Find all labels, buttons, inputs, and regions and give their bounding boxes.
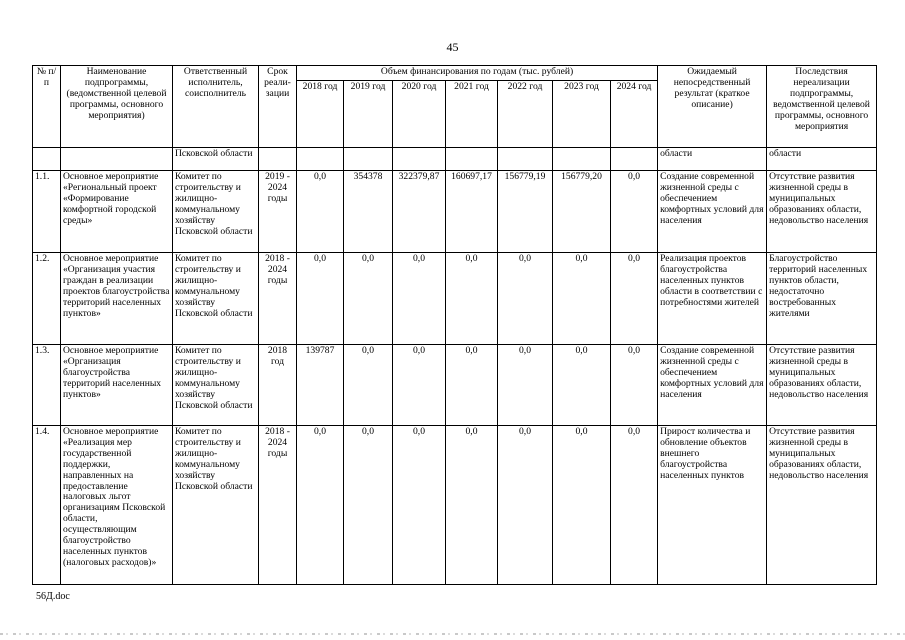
cell-executor: Псковской области	[173, 148, 259, 171]
cell-num: 1.1.	[33, 171, 61, 253]
cell-executor: Комитет по строительству и жилищно-коммунальному хозяйству Псковской области	[173, 345, 259, 426]
cell-result: области	[658, 148, 767, 171]
header-year-2023: 2023 год	[553, 81, 611, 148]
cell-value-2020: 322379,87	[393, 171, 446, 253]
cell-consequences: области	[767, 148, 877, 171]
cell-num: 1.4.	[33, 426, 61, 585]
cell-num	[33, 148, 61, 171]
cell-name: Основное мероприятие «Организация участия граждан в реализации проектов благоустройства территорий населенных пунктов»	[61, 253, 173, 345]
cell-value-2023: 0,0	[553, 345, 611, 426]
cell-value-2024: 0,0	[611, 345, 658, 426]
cell-value-2021: 160697,17	[446, 171, 498, 253]
cell-consequences: Благоустройство территорий населенных пунктов области, недостаточно востребованных жителями	[767, 253, 877, 345]
cell-value-2020: 0,0	[393, 253, 446, 345]
footer-filename: 56Д.doc	[36, 591, 70, 602]
cell-value-2024: 0,0	[611, 426, 658, 585]
cell-consequences: Отсутствие развития жизненной среды в муниципальных образованиях области, недовольство населения	[767, 426, 877, 585]
cell-value-2024: 0,0	[611, 253, 658, 345]
cell-value-2021: 0,0	[446, 253, 498, 345]
cell-result: Прирост количества и обновление объектов внешнего благоустройства населенных пунктов	[658, 426, 767, 585]
cell-executor: Комитет по строительству и жилищно-коммунальному хозяйству Псковской области	[173, 426, 259, 585]
header-year-2018: 2018 год	[297, 81, 344, 148]
header-year-2022: 2022 год	[498, 81, 553, 148]
scan-edge-divider	[0, 633, 905, 635]
cell-value-2021	[446, 148, 498, 171]
cell-value-2020: 0,0	[393, 345, 446, 426]
table-row	[33, 171, 877, 253]
cell-value-2024: 0,0	[611, 171, 658, 253]
cell-value-2024	[611, 148, 658, 171]
cell-value-2023: 0,0	[553, 426, 611, 585]
cell-value-2022: 156779,19	[498, 171, 553, 253]
header-year-2020: 2020 год	[393, 81, 446, 148]
cell-value-2019: 0,0	[344, 253, 393, 345]
cell-value-2018	[297, 148, 344, 171]
page-number: 45	[446, 40, 459, 54]
cell-value-2019	[344, 148, 393, 171]
cell-name	[61, 148, 173, 171]
cell-consequences: Отсутствие развития жизненной среды в муниципальных образованиях области, недовольство населения	[767, 171, 877, 253]
table-row-continuation	[33, 148, 877, 171]
cell-num: 1.3.	[33, 345, 61, 426]
header-year-2021: 2021 год	[446, 81, 498, 148]
header-year-2019: 2019 год	[344, 81, 393, 148]
cell-result: Создание современной жизненной среды с обеспечением комфортных условий для населения	[658, 345, 767, 426]
table-row	[33, 253, 877, 345]
program-table	[32, 65, 877, 585]
header-name: Наименование подпрограммы, (ведомственной целевой программы, основного мероприятия)	[61, 66, 173, 148]
cell-num: 1.2.	[33, 253, 61, 345]
header-num: № п/п	[33, 66, 61, 148]
header-consequences: Последствия нереализации подпрограммы, ведомственной целевой программы, основного мероприятия	[767, 66, 877, 148]
cell-term: 2018 год	[259, 345, 297, 426]
cell-value-2020	[393, 148, 446, 171]
cell-value-2022: 0,0	[498, 253, 553, 345]
cell-value-2021: 0,0	[446, 345, 498, 426]
cell-value-2022	[498, 148, 553, 171]
table-row	[33, 345, 877, 426]
cell-name: Основное мероприятие «Реализация мер государственной поддержки, направленных на предоставление налоговых льгот организациям Псковской области, осуществляющим благоустройство населенных пунктов (налоговых расходов)»	[61, 426, 173, 585]
cell-value-2018: 0,0	[297, 171, 344, 253]
cell-value-2023: 0,0	[553, 253, 611, 345]
cell-term: 2019 - 2024 годы	[259, 171, 297, 253]
cell-executor: Комитет по строительству и жилищно-коммунальному хозяйству Псковской области	[173, 253, 259, 345]
header-result: Ожидаемый непосредственный результат (краткое описание)	[658, 66, 767, 148]
header-executor: Ответственный исполнитель, соисполнитель	[173, 66, 259, 148]
cell-consequences: Отсутствие развития жизненной среды в муниципальных образованиях области, недовольство населения	[767, 345, 877, 426]
cell-value-2018: 0,0	[297, 426, 344, 585]
cell-name: Основное мероприятие «Организация благоустройства территорий населенных пунктов»	[61, 345, 173, 426]
cell-value-2022: 0,0	[498, 426, 553, 585]
cell-value-2019: 0,0	[344, 345, 393, 426]
cell-executor: Комитет по строительству и жилищно-коммунальному хозяйству Псковской области	[173, 171, 259, 253]
cell-value-2022: 0,0	[498, 345, 553, 426]
cell-result: Создание современной жизненной среды с обеспечением комфортных условий для населения	[658, 171, 767, 253]
cell-value-2018: 0,0	[297, 253, 344, 345]
cell-value-2018: 139787	[297, 345, 344, 426]
cell-value-2019: 0,0	[344, 426, 393, 585]
cell-term	[259, 148, 297, 171]
cell-value-2023: 156779,20	[553, 171, 611, 253]
cell-term: 2018 - 2024 годы	[259, 426, 297, 585]
table-row	[33, 426, 877, 585]
cell-name: Основное мероприятие «Региональный проект «Формирование комфортной городской среды»	[61, 171, 173, 253]
cell-value-2020: 0,0	[393, 426, 446, 585]
cell-value-2023	[553, 148, 611, 171]
header-year-2024: 2024 год	[611, 81, 658, 148]
header-term: Срок реали- зации	[259, 66, 297, 148]
cell-term: 2018 - 2024 годы	[259, 253, 297, 345]
cell-value-2019: 354378	[344, 171, 393, 253]
header-funding-group: Объем финансирования по годам (тыс. рублей)	[297, 66, 658, 81]
cell-result: Реализация проектов благоустройства населенных пунктов области в соответствии с потребностями жителей	[658, 253, 767, 345]
cell-value-2021: 0,0	[446, 426, 498, 585]
